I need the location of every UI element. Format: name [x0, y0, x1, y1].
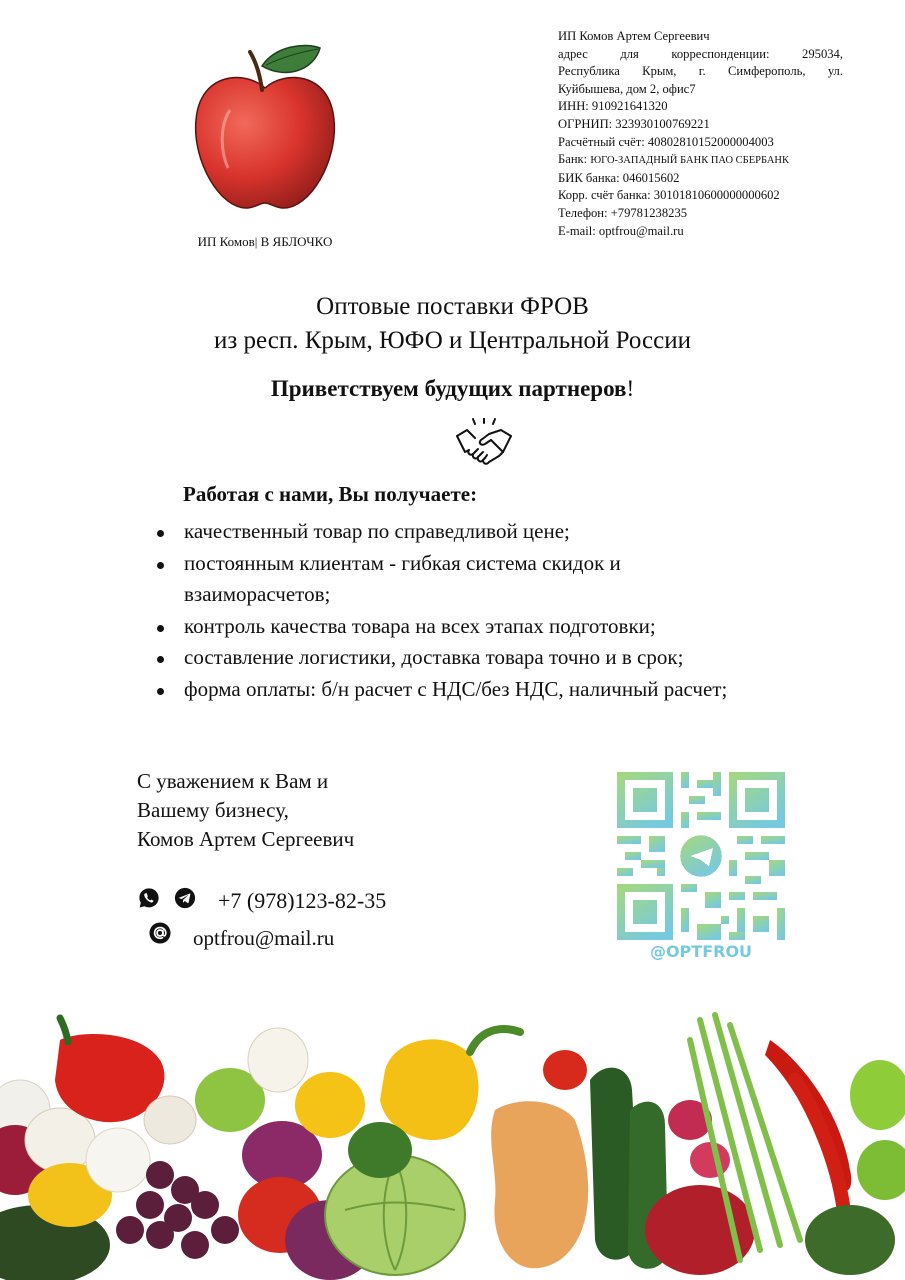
requisites-corr-account: Корр. счёт банка: 30101810600000000602 [558, 188, 780, 203]
headline-line1: Оптовые поставки ФРОВ [316, 293, 589, 320]
qr-caption: @OPTFROU [649, 942, 753, 961]
whatsapp-icon[interactable] [138, 887, 160, 909]
requisites-bank [558, 151, 843, 170]
signature-line2: Вашему бизнесу, [137, 798, 289, 822]
signature [137, 767, 354, 854]
handshake-icon [453, 418, 515, 470]
headline-line2: из респ. Крым, ЮФО и Центральной России [214, 327, 691, 354]
list-item: постоянным клиентам - гибкая система скидок и взаиморасчетов; [150, 548, 704, 611]
apple-logo [190, 40, 340, 220]
benefits-list [150, 516, 870, 705]
list-item: составление логистики, доставка товара точно и в срок; [150, 642, 870, 674]
requisites-owner: ИП Комов Артем Сергеевич [558, 29, 710, 43]
greeting-text: Приветствуем будущих партнеров [270, 376, 627, 401]
requisites-inn: ИНН: 910921641320 [558, 99, 668, 114]
requisites-bik: БИК банка: 046015602 [558, 170, 680, 185]
requisites-bank-label: Банк: [558, 152, 588, 167]
qr-code[interactable] [617, 772, 785, 940]
contact-phone[interactable]: +7 (978)123-82-35 [218, 888, 387, 913]
greeting [0, 376, 905, 402]
vegetables-illustration [0, 1000, 905, 1280]
contact-email[interactable]: optfrou@mail.ru [193, 926, 335, 950]
requisites-block [558, 28, 843, 240]
signature-line1: С уважением к Вам и [137, 769, 329, 793]
list-item: качественный товар по справедливой цене; [150, 516, 870, 548]
requisites-phone: Телефон: +79781238235 [558, 205, 688, 220]
brand-name: ИП Комов| В ЯБЛОЧКО [197, 234, 333, 249]
requisites-address-line1: адрес для корреспонденции: 295034, [558, 46, 843, 61]
requisites-address-line3: Куйбышева, дом 2, офис7 [558, 81, 696, 96]
requisites-ogrnip: ОГРНИП: 323930100769221 [558, 116, 710, 131]
requisites-email: E-mail: optfrou@mail.ru [558, 223, 684, 238]
headline [0, 290, 905, 358]
signature-line3: Комов Артем Сергеевич [137, 827, 355, 851]
benefits-title: Работая с нами, Вы получаете: [183, 482, 478, 506]
list-item: форма оплаты: б/н расчет с НДС/без НДС, наличный расчет; [150, 674, 870, 706]
telegram-icon[interactable] [174, 887, 196, 909]
requisites-bank-name: ЮГО-ЗАПАДНЫЙ БАНК ПАО СБЕРБАНК [590, 155, 790, 167]
requisites-address-line2: Республика Крым, г. Симферополь, ул. [558, 64, 843, 79]
email-at-icon[interactable] [149, 922, 171, 944]
greeting-exclamation: ! [626, 376, 635, 401]
requisites-account: Расчётный счёт: 40802810152000004003 [558, 134, 774, 149]
list-item: контроль качества товара на всех этапах подготовки; [150, 611, 870, 643]
